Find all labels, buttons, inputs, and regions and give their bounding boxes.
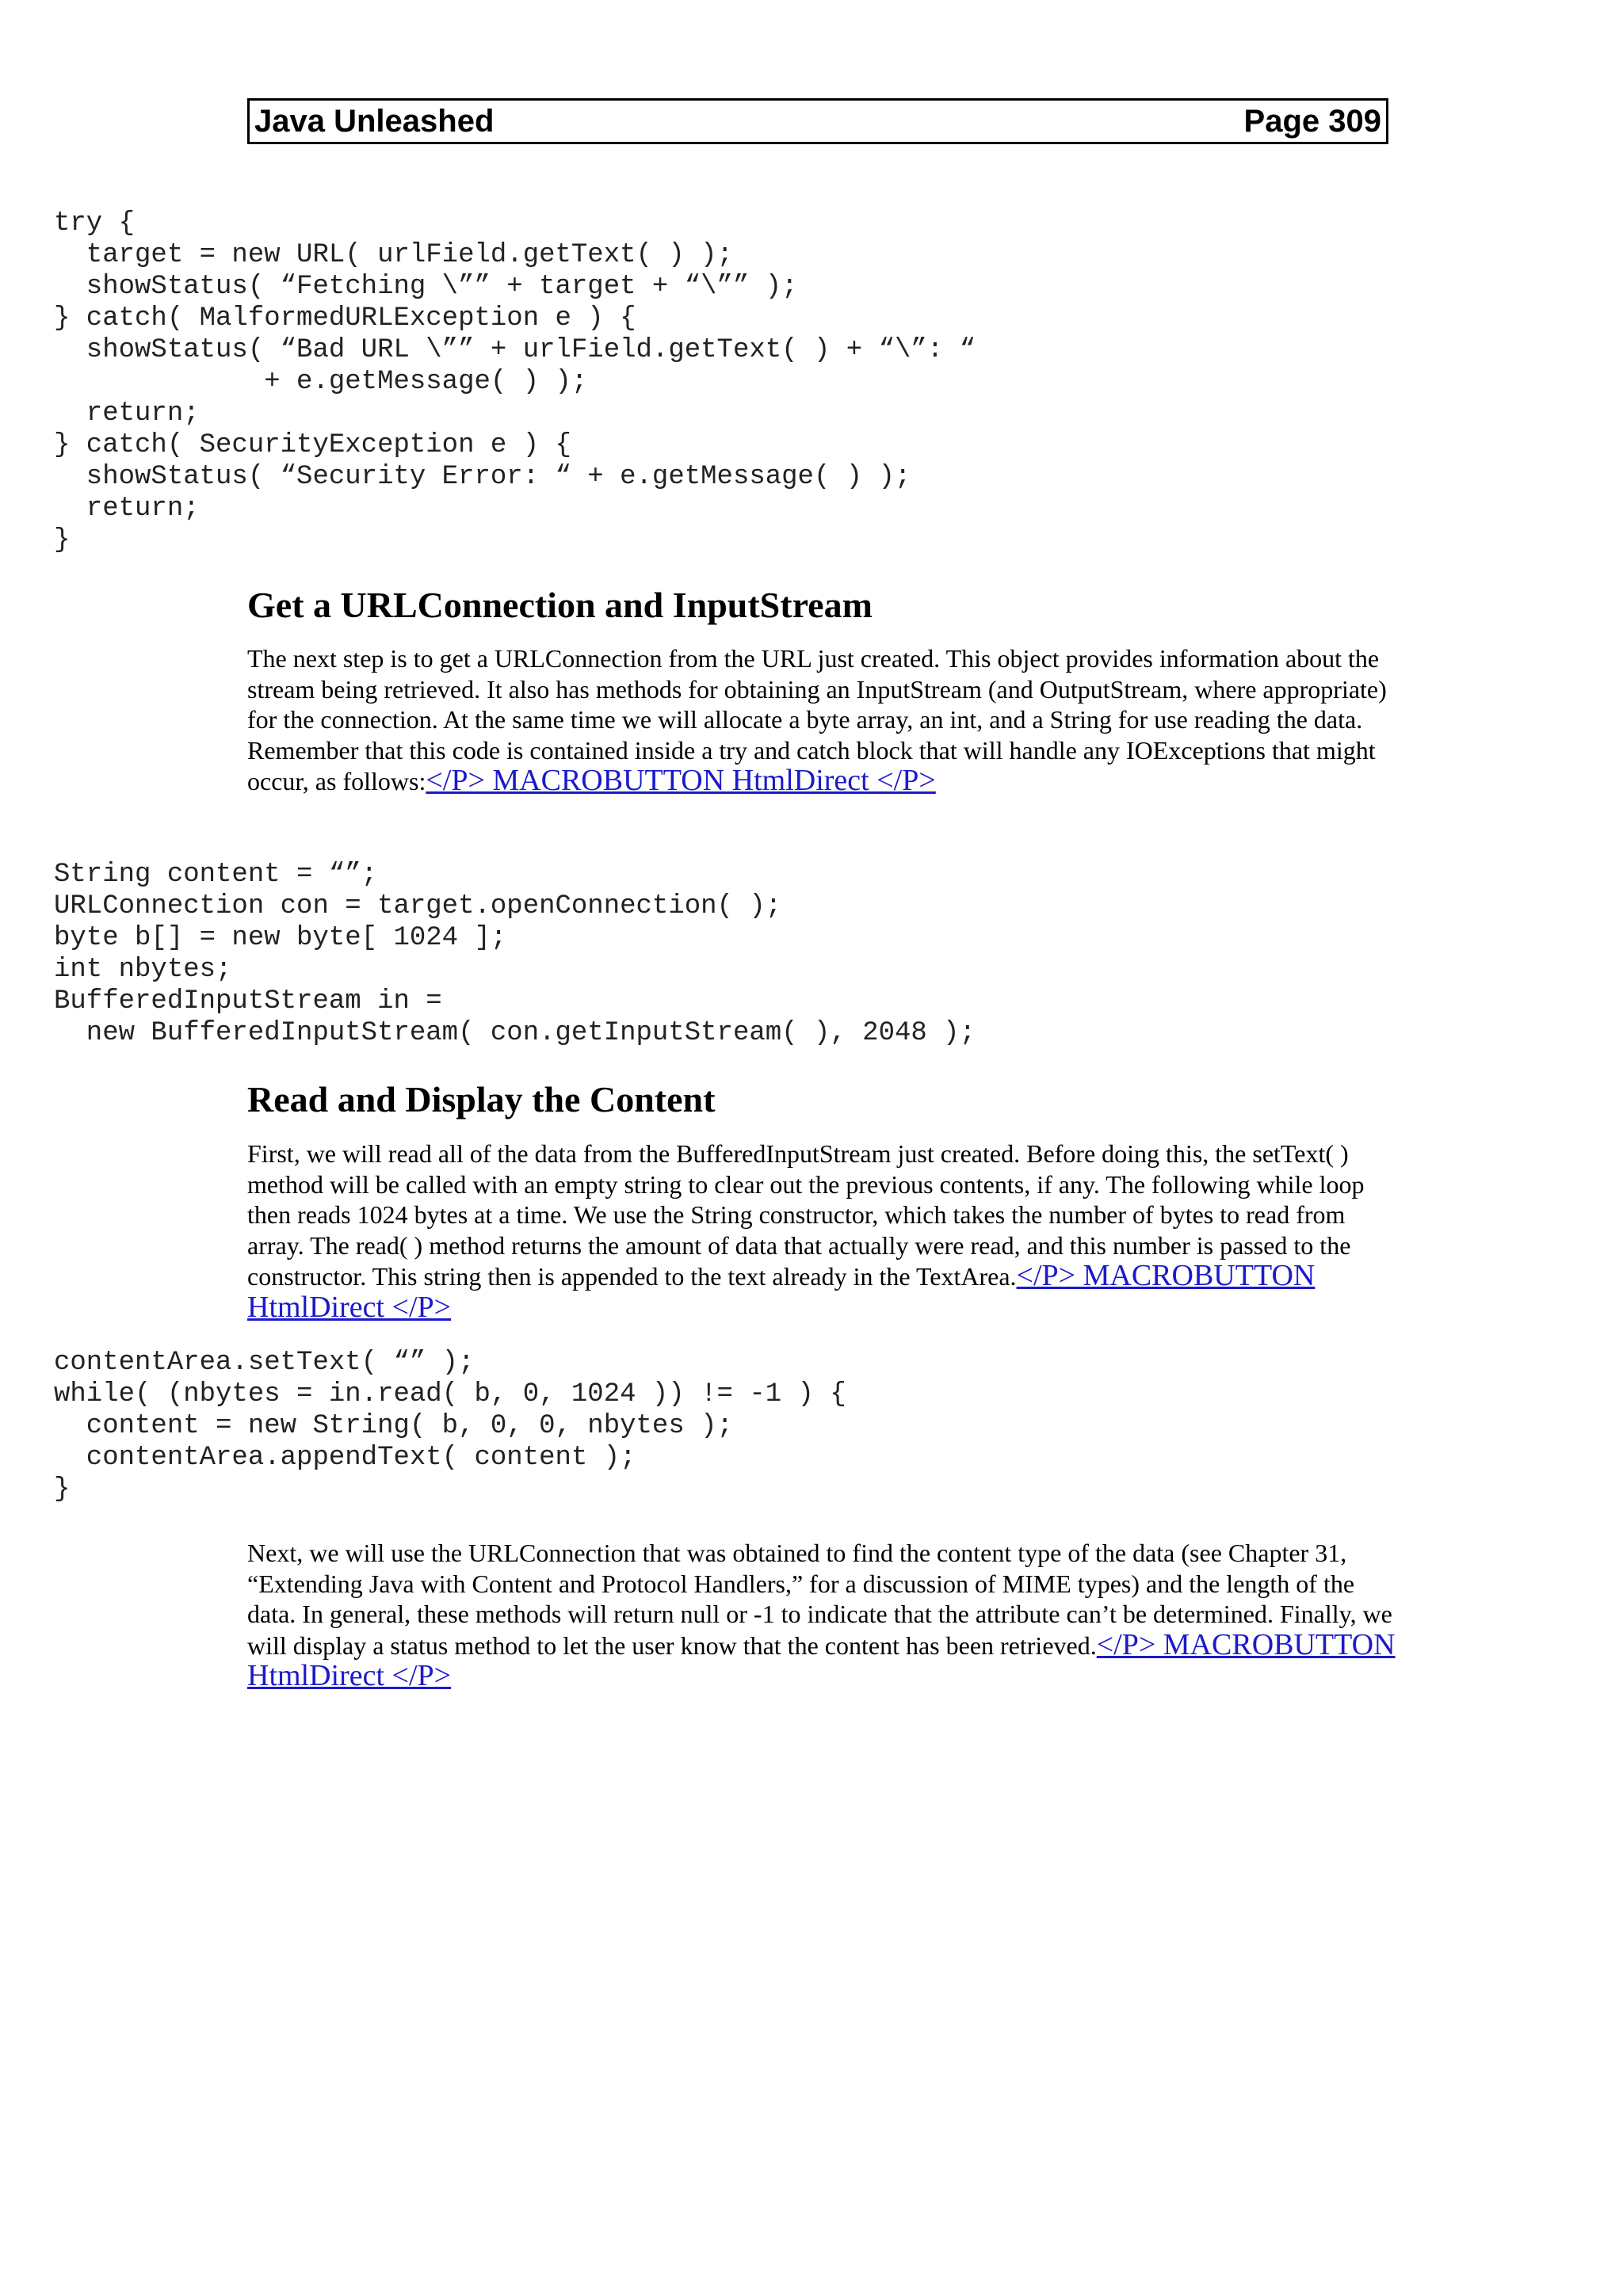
- closing-paragraph: [247, 1538, 1396, 1692]
- section-heading-urlconnection: Get a URLConnection and InputStream: [247, 585, 873, 625]
- code-line: showStatus( “Fetching \”” + target + “\”” );: [54, 272, 798, 302]
- paragraph-text: Next, we will use the URLConnection that was obtained to find the content type of the data (see Chapter 31, “Extending Java with Content and Protocol Handlers,” for a discussion of MIME types) and the length of the data. In general, these methods will return null or -1 to indicate that the attribute can’t be determined. Finally, we will display a status method to let the user know that the content has been retrieved.: [247, 1539, 1392, 1660]
- book-title: Java Unleashed: [254, 103, 495, 139]
- code-line: URLConnection con = target.openConnection( );: [54, 891, 782, 921]
- macrobutton-link[interactable]: </P> MACROBUTTON HtmlDirect </P>: [247, 1627, 1396, 1692]
- code-block-try-catch: [54, 208, 976, 556]
- code-line: showStatus( “Bad URL \”” + urlField.getText( ) + “\”: “: [54, 335, 976, 365]
- code-line: try {: [54, 208, 136, 238]
- page-number: Page 309: [1243, 103, 1381, 139]
- paragraph-text: First, we will read all of the data from the BufferedInputStream just created. Before doing this, the setText( ) method will be called with an empty string to clear out the previous contents, if any. The following while loop then reads 1024 bytes at a time. We use the String constructor, which takes the number of bytes to read from array. The read( ) method returns the amount of data that actually were read, and this number is passed to the constructor. This string then is appended to the text already in the TextArea.: [247, 1139, 1365, 1291]
- page-header: [247, 98, 1388, 144]
- code-line: }: [54, 525, 71, 555]
- code-line: contentArea.setText( “” );: [54, 1348, 475, 1378]
- code-line: content = new String( b, 0, 0, nbytes );: [54, 1411, 733, 1441]
- macrobutton-link[interactable]: </P> MACROBUTTON HtmlDirect </P>: [426, 764, 936, 797]
- code-line: contentArea.appendText( content );: [54, 1443, 636, 1473]
- code-line: showStatus( “Security Error: “ + e.getMessage( ) );: [54, 462, 911, 492]
- section-heading-read-display: Read and Display the Content: [247, 1079, 716, 1119]
- code-line: }: [54, 1474, 71, 1505]
- code-line: int nbytes;: [54, 955, 232, 985]
- code-line: BufferedInputStream in =: [54, 986, 442, 1016]
- code-line: byte b[] = new byte[ 1024 ];: [54, 923, 507, 953]
- paragraph-text: The next step is to get a URLConnection from the URL just created. This object provides information about the stream being retrieved. It also has methods for obtaining an InputStream (and OutputStream, where appropriate) for the connection. At the same time we will allocate a byte array, an int, and a String for use reading the data. Remember that this code is contained inside a try and catch block that will handle any IOExceptions that might occur, as follows:: [247, 644, 1387, 795]
- code-line: String content = “”;: [54, 860, 378, 890]
- code-line: return;: [54, 494, 200, 524]
- code-line: } catch( MalformedURLException e ) {: [54, 303, 636, 334]
- section-paragraph-urlconnection: [247, 643, 1396, 797]
- code-block-stream-setup: [54, 859, 976, 1049]
- code-line: while( (nbytes = in.read( b, 0, 1024 )) != -1 ) {: [54, 1379, 846, 1409]
- code-block-read-loop: [54, 1347, 846, 1505]
- code-line: } catch( SecurityException e ) {: [54, 430, 571, 460]
- code-line: + e.getMessage( ) );: [54, 367, 588, 397]
- code-line: new BufferedInputStream( con.getInputStream( ), 2048 );: [54, 1018, 976, 1048]
- macrobutton-link[interactable]: </P> MACROBUTTON HtmlDirect </P>: [247, 1259, 1316, 1324]
- code-line: return;: [54, 399, 200, 429]
- code-line: target = new URL( urlField.getText( ) );: [54, 240, 733, 270]
- section-paragraph-read-display: [247, 1138, 1396, 1323]
